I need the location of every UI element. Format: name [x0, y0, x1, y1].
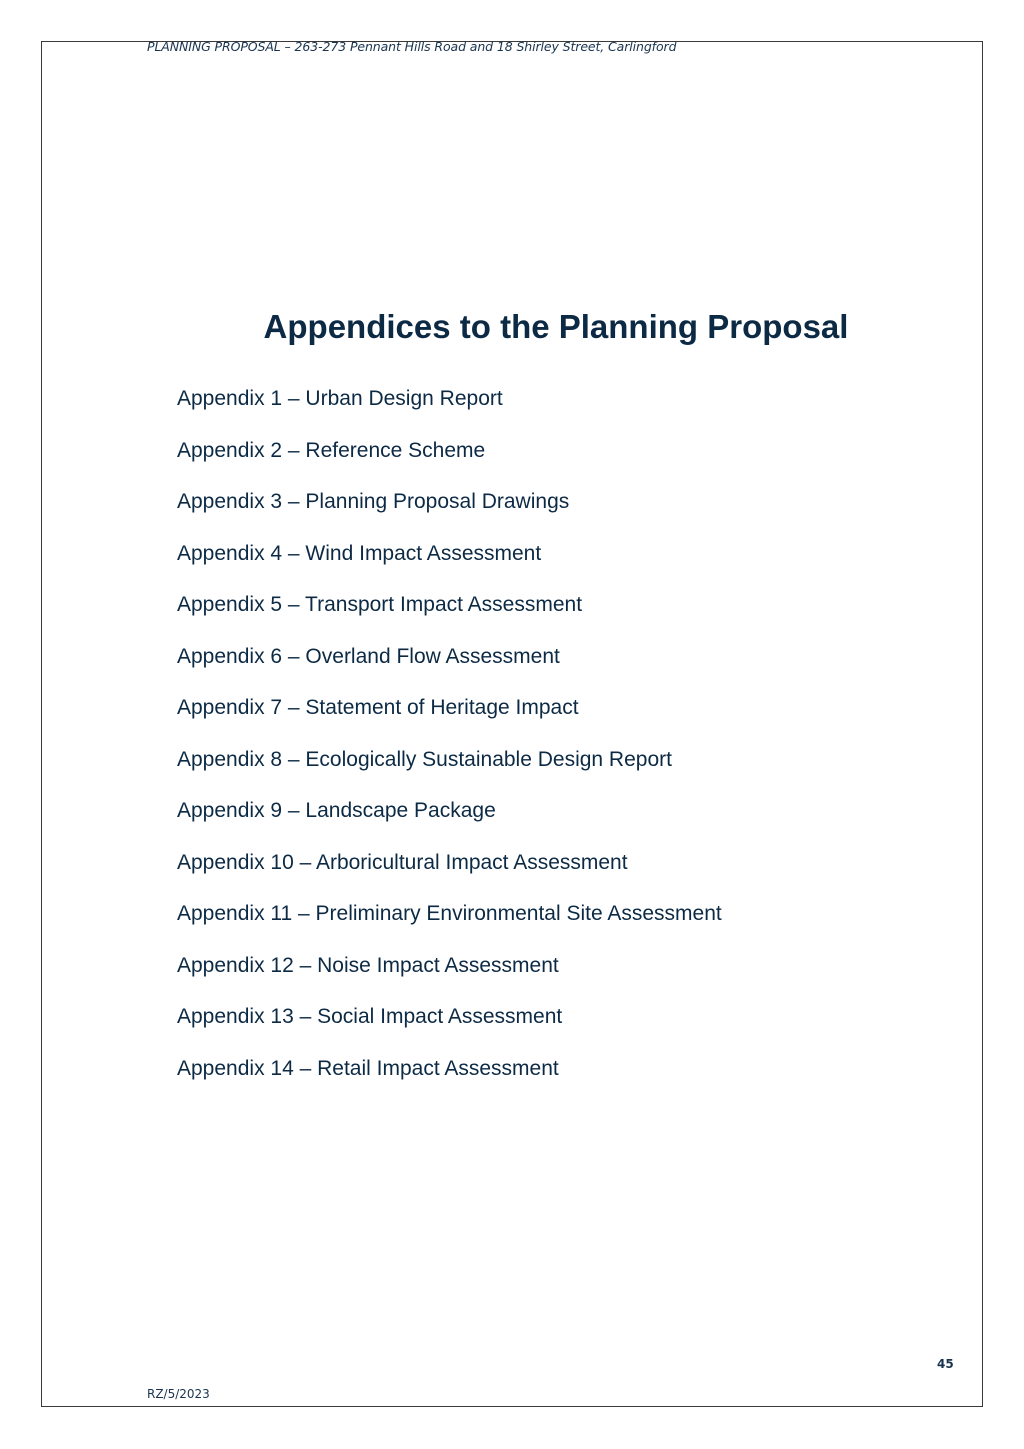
- document-reference: RZ/5/2023: [147, 1387, 210, 1401]
- appendix-item: Appendix 14 – Retail Impact Assessment: [177, 1056, 559, 1080]
- appendix-item: Appendix 4 – Wind Impact Assessment: [177, 541, 542, 565]
- appendix-item: Appendix 8 – Ecologically Sustainable Design Report: [177, 747, 672, 771]
- appendix-item: Appendix 1 – Urban Design Report: [177, 387, 503, 410]
- running-header: PLANNING PROPOSAL – 263-273 Pennant Hills Road and 18 Shirley Street, Carlingford: [147, 39, 677, 54]
- page-number: 45: [937, 1357, 954, 1371]
- appendix-item: Appendix 11 – Preliminary Environmental Site Assessment: [177, 902, 722, 925]
- appendix-item: Appendix 12 – Noise Impact Assessment: [177, 953, 559, 977]
- appendix-item: Appendix 13 – Social Impact Assessment: [177, 1005, 563, 1028]
- appendix-list: [177, 384, 722, 1105]
- page-title: Appendices to the Planning Proposal: [263, 308, 849, 345]
- appendix-item: Appendix 9 – Landscape Package: [177, 799, 496, 822]
- appendix-item: Appendix 3 – Planning Proposal Drawings: [177, 490, 570, 513]
- appendix-item: Appendix 6 – Overland Flow Assessment: [177, 644, 560, 668]
- appendix-item: Appendix 2 – Reference Scheme: [177, 438, 486, 462]
- appendix-item: Appendix 10 – Arboricultural Impact Assessment: [177, 850, 628, 874]
- appendix-item: Appendix 5 – Transport Impact Assessment: [177, 593, 583, 616]
- appendix-item: Appendix 7 – Statement of Heritage Impact: [177, 696, 579, 719]
